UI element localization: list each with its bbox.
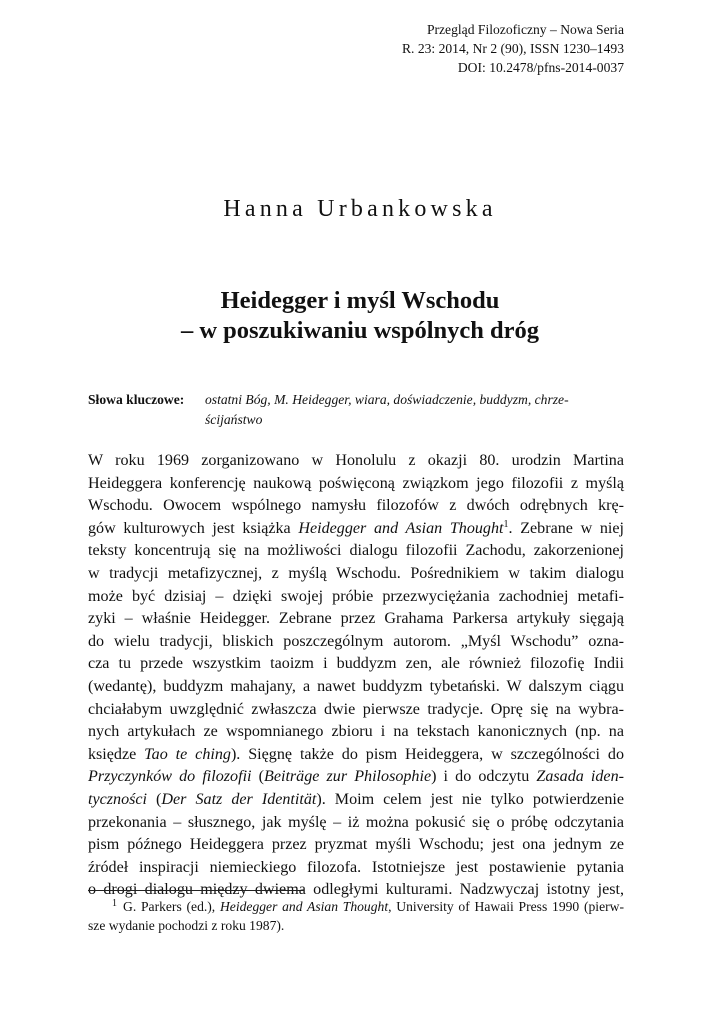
body-line bbox=[88, 789, 624, 812]
article-title-line-2: – w poszukiwaniu wspólnych dróg bbox=[180, 317, 540, 344]
text: cza tu przede wszystkim taoizm i buddyzm zen, ale również filozofię Indii bbox=[88, 655, 624, 673]
footnote-line bbox=[88, 916, 624, 935]
text: źródeł inspiracji niemieckiego filozofa. Istotniejsze jest postawienie pytania bbox=[88, 858, 624, 876]
text: G. Parkers (ed.), bbox=[123, 899, 220, 914]
text: . Zebrane w niej bbox=[508, 519, 625, 537]
footnote-ref[interactable]: 1 bbox=[503, 518, 509, 530]
book-title: Przyczynków do filozofii bbox=[88, 768, 252, 786]
body-line bbox=[88, 495, 624, 518]
body-line bbox=[88, 473, 624, 496]
author-name: Hanna Urbankowska bbox=[223, 196, 497, 222]
body-line bbox=[88, 699, 624, 722]
text: przekonania – słusznego, jak myślę – iż można pokusić się o próbę odczytania bbox=[88, 813, 624, 831]
text: nych artykułach ze wspomnianego zbioru i na tekstach kanonicznych (np. na bbox=[88, 723, 624, 741]
text: sze wydanie pochodzi z roku 1987). bbox=[88, 918, 285, 933]
body-paragraph bbox=[88, 450, 624, 902]
text: W roku 1969 zorganizowano w Honolulu z okazji 80. urodzin Martina bbox=[88, 452, 624, 469]
body-line bbox=[88, 586, 624, 609]
body-line bbox=[88, 653, 624, 676]
journal-header bbox=[402, 20, 624, 77]
text: do wielu tradycji, bliskich poszczególnym autorom. „Myśl Wschodu” ozna- bbox=[88, 632, 624, 650]
body-line bbox=[88, 766, 624, 789]
book-title: tyczności bbox=[88, 790, 147, 808]
body-line bbox=[88, 450, 624, 473]
article-title-line-1: Heidegger i myśl Wschodu bbox=[220, 287, 500, 314]
text: Heideggera konferencję naukową poświęconą związkom jego filozofii z myślą bbox=[88, 474, 624, 492]
text: (wedantę), buddyzm mahajany, a nawet buddyzm tybetański. W dalszym ciągu bbox=[88, 677, 624, 695]
body-line bbox=[88, 676, 624, 699]
text: ) i do odczytu bbox=[431, 768, 537, 786]
text: , University of Hawaii Press 1990 (pierw- bbox=[388, 899, 624, 914]
text: Wschodu. Owocem wspólnego namysłu filozofów z dwóch odrębnych krę- bbox=[88, 497, 624, 515]
book-title: Heidegger and Asian Thought bbox=[219, 899, 389, 914]
body-line bbox=[88, 631, 624, 654]
text: może być dzisiaj – dzięki swojej próbie przezwyciężania zachodniej metafi- bbox=[88, 587, 624, 605]
book-title: Heidegger and Asian Thought bbox=[298, 519, 504, 537]
text: ). Sięgnę także do pism Heideggera, w szczególności do bbox=[230, 745, 625, 763]
article-title bbox=[0, 286, 720, 346]
footnote-divider bbox=[88, 890, 304, 891]
footnote bbox=[88, 897, 624, 935]
book-title: Beiträge zur Philosophie bbox=[264, 768, 432, 786]
text: ). Moim celem jest nie tylko potwierdzenie bbox=[316, 790, 624, 808]
keywords-section bbox=[88, 390, 624, 430]
body-line bbox=[88, 563, 624, 586]
text: pism późnego Heideggera przez pryzmat myśli Wschodu; jest ona jednym ze bbox=[88, 836, 624, 854]
body-line bbox=[88, 834, 624, 857]
text: księdze bbox=[88, 745, 145, 763]
body-line bbox=[88, 744, 624, 767]
book-title: Zasada iden- bbox=[536, 768, 624, 786]
body-line bbox=[88, 608, 624, 631]
journal-issue: R. 23: 2014, Nr 2 (90), ISSN 1230–1493 bbox=[401, 41, 624, 56]
book-title: Der Satz der Identität bbox=[161, 790, 317, 808]
journal-doi: DOI: 10.2478/pfns-2014-0037 bbox=[457, 60, 624, 75]
footnote-line bbox=[88, 897, 624, 916]
text: zyki – właśnie Heidegger. Zebrane przez Grahama Parkersa artykuły sięgają bbox=[88, 610, 624, 628]
text: gów kulturowych jest książka bbox=[88, 519, 299, 537]
footnote-number: 1 bbox=[112, 898, 117, 909]
body-line bbox=[88, 857, 624, 880]
text: teksty koncentrują się na możliwości dialogu filozofii Zachodu, zakorzenionej bbox=[88, 542, 624, 560]
book-title: Tao te ching bbox=[144, 745, 231, 763]
text: chciałabym uwzględnić zwłaszcza dwie pierwsze tradycje. Oprę się na wybra- bbox=[88, 700, 624, 718]
keywords-value bbox=[205, 390, 624, 430]
text: o drogi dialogu między dwiema odległymi kulturami. Nadzwyczaj istotny jest, bbox=[88, 881, 624, 899]
body-line bbox=[88, 721, 624, 744]
text: ( bbox=[251, 768, 264, 786]
text: ( bbox=[147, 790, 162, 808]
text: w tradycji metafizycznej, z myślą Wschodu. Pośrednikiem w takim dialogu bbox=[88, 564, 624, 582]
body-line bbox=[88, 540, 624, 563]
keywords-label: Słowa kluczowe: bbox=[88, 392, 185, 407]
body-line bbox=[88, 812, 624, 835]
journal-name: Przegląd Filozoficzny – Nowa Seria bbox=[426, 22, 624, 37]
body-line bbox=[88, 518, 624, 541]
keywords-value-text: ostatni Bóg, M. Heidegger, wiara, doświadczenie, buddyzm, chrze- ścijaństwo bbox=[205, 392, 569, 427]
